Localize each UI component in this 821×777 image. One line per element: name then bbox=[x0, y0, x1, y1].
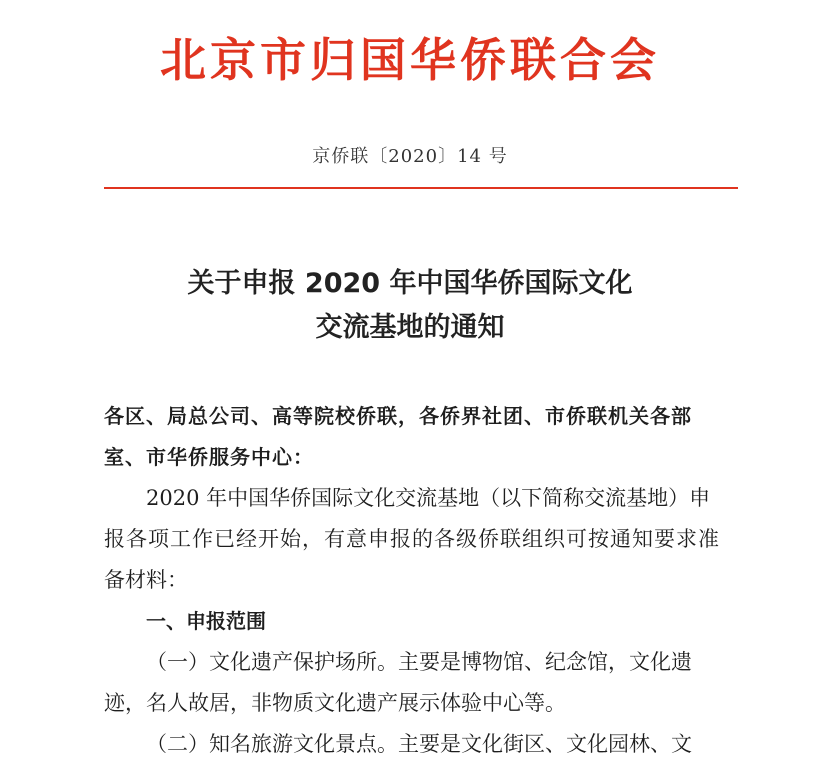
document-number: 京侨联〔2020〕14 号 bbox=[312, 146, 508, 167]
salutation bbox=[104, 396, 736, 478]
section-heading-scope: 一、申报范围 bbox=[146, 609, 266, 633]
salutation-line-2: 室、市华侨服务中心： bbox=[104, 445, 314, 469]
section-scope-content bbox=[104, 642, 736, 765]
intro-line-3: 备材料： bbox=[104, 568, 188, 592]
scope-item-2-line-1: （二）知名旅游文化景点。主要是文化街区、文化园林、文 bbox=[146, 732, 692, 756]
salutation-line-1: 各区、局总公司、高等院校侨联，各侨界社团、市侨联机关各部 bbox=[104, 404, 692, 428]
scope-item-1-line-2: 迹，名人故居，非物质文化遗产展示体验中心等。 bbox=[104, 691, 566, 715]
notice-title-line-2: 交流基地的通知 bbox=[315, 312, 505, 343]
notice-title-line-1: 关于申报 2020 年中国华侨国际文化 bbox=[187, 268, 633, 299]
intro-line-2: 报各项工作已经开始，有意申报的各级侨联组织可按通知要求准 bbox=[104, 527, 720, 551]
organization-name-header: 北京市归国华侨联合会 bbox=[160, 33, 660, 87]
scope-item-1-line-1: （一）文化遗产保护场所。主要是博物馆、纪念馆，文化遗 bbox=[146, 650, 692, 674]
red-divider-line bbox=[104, 187, 738, 189]
notice-title bbox=[90, 262, 730, 350]
intro-paragraph bbox=[104, 478, 736, 601]
notice-body bbox=[104, 396, 736, 765]
intro-line-1: 2020 年中国华侨国际文化交流基地（以下简称交流基地）申 bbox=[146, 486, 711, 510]
